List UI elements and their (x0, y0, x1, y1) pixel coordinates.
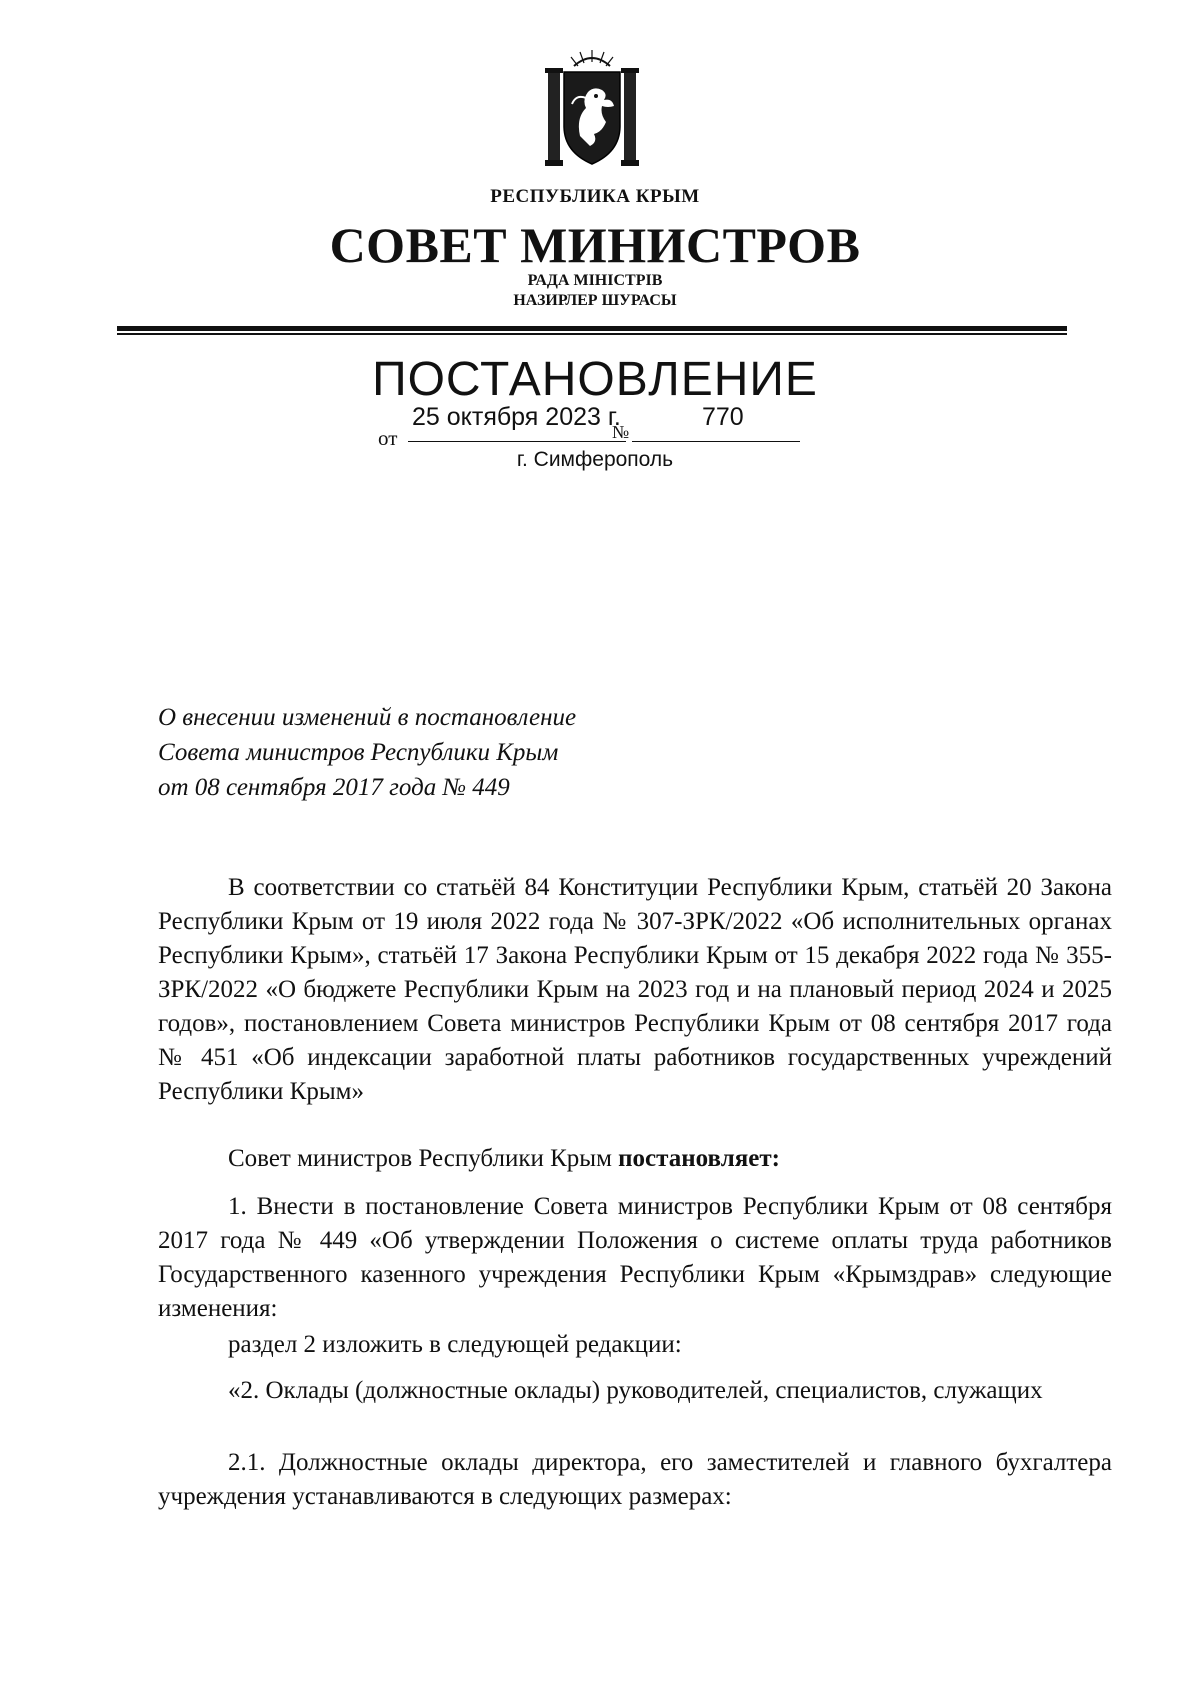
header-divider-thick (117, 326, 1067, 331)
subject-line: Совета министров Республики Крым (158, 739, 559, 766)
resolution-text: Совет министров Республики Крым (228, 1145, 619, 1172)
republic-name: РЕСПУБЛИКА КРЫМ (490, 186, 700, 207)
subject-line: О внесении изменений в постановление (158, 704, 577, 731)
section-2-instruction: раздел 2 изложить в следующей редакции: (228, 1331, 682, 1358)
resolution-verb: постановляет: (618, 1145, 780, 1172)
council-title-ukrainian: РАДА МІНІСТРІВ (527, 272, 663, 289)
resolution-paragraph (158, 1142, 1112, 1176)
decree-title: ПОСТАНОВЛЕНИЕ (372, 353, 818, 406)
crimea-coat-of-arms-icon (542, 48, 642, 170)
subject-line: от 08 сентября 2017 года № 449 (158, 774, 510, 801)
number-label: № (612, 422, 630, 442)
section-2-heading: «2. Оклады (должностные оклады) руководителей, специалистов, служащих (228, 1377, 1043, 1404)
preamble-paragraph: В соответствии со статьёй 84 Конституции Республики Крым, статьёй 20 Закона Республики Крым от 19 июля 2022 года № 307-ЗРК/2022 «Об исполнительных органах Республики Крым», статьёй 17 Закона Республики Крым от 15 декабря 2022 года № 355-ЗРК/2022 «О бюджете Республики Крым на 2023 год и на плановый период 2024 и 2025 годов», постановлением Совета министров Республики Крым от 08 сентября 2017 года № 451 «Об индексации заработной платы работников государственных учреждений Республики Крым» (158, 874, 1112, 1105)
clause-2-1-paragraph: 2.1. Должностные оклады директора, его заместителей и главного бухгалтера учреждения устанавливаются в следующих размерах: (158, 1449, 1112, 1510)
decree-number: 770 (702, 403, 744, 431)
decree-date: 25 октября 2023 г. (412, 403, 621, 431)
council-title-crimean-tatar: НАЗИРЛЕР ШУРАСЫ (513, 292, 677, 309)
clause-1-paragraph: 1. Внести в постановление Совета министров Республики Крым от 08 сентября 2017 года № 449 «Об утверждении Положения о системе оплаты труда работников Государственного казенного учреждения Республики Крым «Крымздрав» следующие изменения: (158, 1193, 1112, 1322)
header-divider-thin (117, 333, 1067, 335)
decree-subject (158, 700, 576, 805)
council-title: СОВЕТ МИНИСТРОВ (329, 217, 861, 273)
date-underline (408, 441, 626, 442)
number-underline (632, 441, 800, 442)
date-prefix: от (378, 426, 398, 450)
decree-city: г. Симферополь (516, 448, 674, 471)
